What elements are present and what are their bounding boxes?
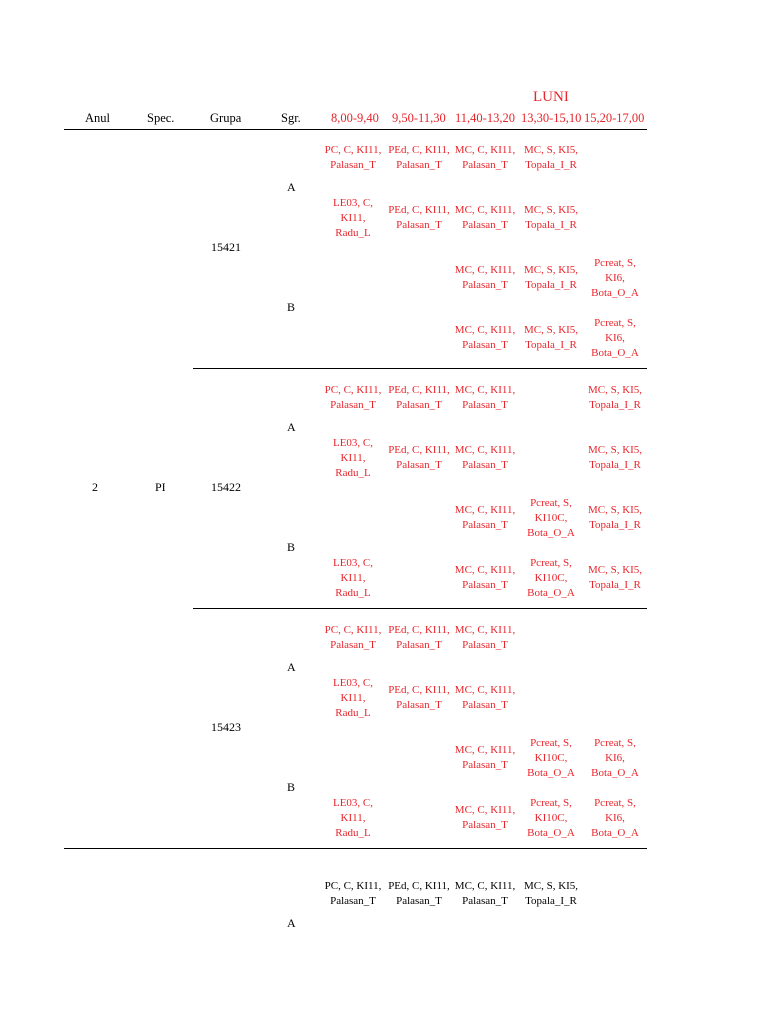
specialty-value: PI xyxy=(155,480,166,494)
cell-line: MC, C, KI11, xyxy=(454,624,516,636)
schedule-cell xyxy=(384,683,454,713)
cell-line: PEd, C, KI11, xyxy=(388,684,450,696)
cell-line: Pcreat, S, xyxy=(530,497,572,509)
cell-line: Pcreat, S, xyxy=(530,557,572,569)
schedule-cell xyxy=(516,736,586,781)
cell-line: Bota_O_A xyxy=(591,767,639,779)
cell-line: Radu_L xyxy=(335,827,371,839)
cell-line: KI6, xyxy=(605,332,625,344)
schedule-cell xyxy=(516,496,586,541)
cell-line: MC, S, KI5, xyxy=(523,324,579,336)
schedule-cell xyxy=(318,623,388,653)
cell-line: Palasan_T xyxy=(396,895,442,907)
cell-line: MC, C, KI11, xyxy=(454,144,516,156)
schedule-cell xyxy=(318,143,388,173)
cell-line: Palasan_T xyxy=(462,699,508,711)
schedule-cell xyxy=(318,556,388,601)
schedule-cell xyxy=(516,796,586,841)
cell-line: KI11, xyxy=(340,212,366,224)
cell-line: MC, S, KI5, xyxy=(587,504,643,516)
cell-line: Palasan_T xyxy=(462,399,508,411)
schedule-cell xyxy=(516,323,586,353)
cell-line: Topala_I_R xyxy=(589,399,641,411)
cell-line: MC, S, KI5, xyxy=(523,144,579,156)
cell-line: LE03, C, xyxy=(332,437,374,449)
cell-line: PEd, C, KI11, xyxy=(388,204,450,216)
cell-line: LE03, C, xyxy=(332,557,374,569)
cell-line: Palasan_T xyxy=(462,639,508,651)
cell-line: MC, S, KI5, xyxy=(587,564,643,576)
cell-line: MC, S, KI5, xyxy=(523,264,579,276)
schedule-cell xyxy=(384,203,454,233)
cell-line: Pcreat, S, xyxy=(594,317,636,329)
schedule-cell xyxy=(450,383,520,413)
cell-line: Pcreat, S, xyxy=(594,257,636,269)
schedule-cell xyxy=(450,803,520,833)
cell-line: Bota_O_A xyxy=(527,767,575,779)
cell-line: Palasan_T xyxy=(462,759,508,771)
cell-line: KI10C, xyxy=(534,572,568,584)
cell-line: MC, S, KI5, xyxy=(523,880,579,892)
cell-line: KI6, xyxy=(605,272,625,284)
subgroup-name: B xyxy=(287,300,296,314)
cell-line: LE03, C, xyxy=(332,677,374,689)
cell-line: Radu_L xyxy=(335,587,371,599)
cell-line: Topala_I_R xyxy=(589,579,641,591)
schedule-cell xyxy=(450,879,520,909)
schedule-cell xyxy=(450,683,520,713)
cell-line: KI11, xyxy=(340,692,366,704)
cell-line: Topala_I_R xyxy=(525,339,577,351)
cell-line: KI6, xyxy=(605,752,625,764)
cell-line: Topala_I_R xyxy=(525,159,577,171)
cell-line: Pcreat, S, xyxy=(530,797,572,809)
cell-line: Radu_L xyxy=(335,227,371,239)
schedule-cell xyxy=(580,563,650,593)
cell-line: Palasan_T xyxy=(396,399,442,411)
header-slot: 13,30-15,10 xyxy=(521,111,582,125)
cell-line: Radu_L xyxy=(335,467,371,479)
cell-line: Palasan_T xyxy=(396,459,442,471)
cell-line: Palasan_T xyxy=(462,519,508,531)
cell-line: Palasan_T xyxy=(396,639,442,651)
schedule-cell xyxy=(580,503,650,533)
subgroup-name: A xyxy=(287,916,296,930)
year-separator xyxy=(64,848,647,849)
cell-line: Topala_I_R xyxy=(525,279,577,291)
cell-line: PEd, C, KI11, xyxy=(388,384,450,396)
schedule-cell xyxy=(450,563,520,593)
header-spec: Spec. xyxy=(147,111,175,125)
cell-line: Bota_O_A xyxy=(591,827,639,839)
schedule-cell xyxy=(516,556,586,601)
cell-line: Topala_I_R xyxy=(525,219,577,231)
cell-line: PC, C, KI11, xyxy=(324,384,382,396)
cell-line: Palasan_T xyxy=(462,459,508,471)
cell-line: KI6, xyxy=(605,812,625,824)
subgroup-name: B xyxy=(287,780,296,794)
schedule-cell xyxy=(384,143,454,173)
cell-line: Palasan_T xyxy=(462,339,508,351)
cell-line: Bota_O_A xyxy=(591,287,639,299)
cell-line: MC, C, KI11, xyxy=(454,880,516,892)
schedule-cell xyxy=(318,879,388,909)
cell-line: Palasan_T xyxy=(396,159,442,171)
schedule-cell xyxy=(450,443,520,473)
cell-line: MC, S, KI5, xyxy=(523,204,579,216)
schedule-cell xyxy=(580,383,650,413)
cell-line: Palasan_T xyxy=(330,895,376,907)
cell-line: Pcreat, S, xyxy=(594,737,636,749)
schedule-cell xyxy=(450,263,520,293)
cell-line: Palasan_T xyxy=(396,219,442,231)
header-slot: 11,40-13,20 xyxy=(455,111,515,125)
schedule-cell xyxy=(580,736,650,781)
schedule-cell xyxy=(318,196,388,241)
cell-line: Palasan_T xyxy=(462,579,508,591)
subgroup-name: A xyxy=(287,420,296,434)
cell-line: Palasan_T xyxy=(462,895,508,907)
cell-line: PC, C, KI11, xyxy=(324,880,382,892)
cell-line: Palasan_T xyxy=(462,219,508,231)
schedule-cell xyxy=(318,436,388,481)
header-rule xyxy=(64,129,647,130)
header-anul: Anul xyxy=(85,111,110,125)
cell-line: KI10C, xyxy=(534,812,568,824)
cell-line: MC, S, KI5, xyxy=(587,444,643,456)
cell-line: MC, C, KI11, xyxy=(454,804,516,816)
cell-line: Topala_I_R xyxy=(589,459,641,471)
cell-line: KI11, xyxy=(340,452,366,464)
schedule-cell xyxy=(516,203,586,233)
group-name: 15421 xyxy=(211,240,241,254)
cell-line: Palasan_T xyxy=(462,279,508,291)
schedule-cell xyxy=(384,383,454,413)
cell-line: Topala_I_R xyxy=(525,895,577,907)
subgroup-name: A xyxy=(287,660,296,674)
group-name: 15422 xyxy=(211,480,241,494)
cell-line: Pcreat, S, xyxy=(594,797,636,809)
header-slot: 8,00-9,40 xyxy=(331,111,379,125)
cell-line: Palasan_T xyxy=(462,159,508,171)
cell-line: Bota_O_A xyxy=(527,587,575,599)
cell-line: PEd, C, KI11, xyxy=(388,624,450,636)
cell-line: MC, C, KI11, xyxy=(454,504,516,516)
cell-line: Topala_I_R xyxy=(589,519,641,531)
schedule-cell xyxy=(384,879,454,909)
cell-line: KI10C, xyxy=(534,752,568,764)
schedule-cell xyxy=(580,316,650,361)
cell-line: LE03, C, xyxy=(332,797,374,809)
cell-line: MC, C, KI11, xyxy=(454,324,516,336)
cell-line: MC, C, KI11, xyxy=(454,384,516,396)
header-slot: 9,50-11,30 xyxy=(392,111,446,125)
schedule-cell xyxy=(384,443,454,473)
cell-line: Palasan_T xyxy=(330,399,376,411)
cell-line: Radu_L xyxy=(335,707,371,719)
subgroup-name: A xyxy=(287,180,296,194)
schedule-cell xyxy=(516,879,586,909)
schedule-cell xyxy=(384,623,454,653)
cell-line: KI10C, xyxy=(534,512,568,524)
schedule-cell xyxy=(318,676,388,721)
cell-line: PEd, C, KI11, xyxy=(388,880,450,892)
cell-line: MC, S, KI5, xyxy=(587,384,643,396)
cell-line: Palasan_T xyxy=(396,699,442,711)
cell-line: Bota_O_A xyxy=(527,527,575,539)
cell-line: MC, C, KI11, xyxy=(454,264,516,276)
cell-line: Bota_O_A xyxy=(527,827,575,839)
group-separator xyxy=(193,368,647,369)
cell-line: PC, C, KI11, xyxy=(324,144,382,156)
schedule-cell xyxy=(580,256,650,301)
cell-line: Palasan_T xyxy=(330,159,376,171)
cell-line: Bota_O_A xyxy=(591,347,639,359)
schedule-cell xyxy=(450,323,520,353)
cell-line: KI11, xyxy=(340,812,366,824)
cell-line: KI11, xyxy=(340,572,366,584)
schedule-cell xyxy=(318,796,388,841)
subgroup-name: B xyxy=(287,540,296,554)
schedule-cell xyxy=(318,383,388,413)
day-title: LUNI xyxy=(533,89,569,105)
schedule-cell xyxy=(450,143,520,173)
cell-line: Pcreat, S, xyxy=(530,737,572,749)
schedule-cell xyxy=(516,143,586,173)
schedule-cell xyxy=(580,443,650,473)
group-separator xyxy=(193,608,647,609)
schedule-cell xyxy=(450,623,520,653)
schedule-cell xyxy=(450,743,520,773)
cell-line: PEd, C, KI11, xyxy=(388,444,450,456)
cell-line: MC, C, KI11, xyxy=(454,564,516,576)
cell-line: MC, C, KI11, xyxy=(454,684,516,696)
cell-line: Palasan_T xyxy=(330,639,376,651)
cell-line: PC, C, KI11, xyxy=(324,624,382,636)
schedule-cell xyxy=(580,796,650,841)
header-slot: 15,20-17,00 xyxy=(584,111,645,125)
header-sgr: Sgr. xyxy=(281,111,301,125)
group-name: 15423 xyxy=(211,720,241,734)
cell-line: MC, C, KI11, xyxy=(454,744,516,756)
cell-line: MC, C, KI11, xyxy=(454,444,516,456)
cell-line: Palasan_T xyxy=(462,819,508,831)
schedule-cell xyxy=(516,263,586,293)
cell-line: LE03, C, xyxy=(332,197,374,209)
cell-line: PEd, C, KI11, xyxy=(388,144,450,156)
schedule-cell xyxy=(450,503,520,533)
schedule-cell xyxy=(450,203,520,233)
year-value: 2 xyxy=(92,480,98,494)
cell-line: MC, C, KI11, xyxy=(454,204,516,216)
header-grupa: Grupa xyxy=(210,111,242,125)
